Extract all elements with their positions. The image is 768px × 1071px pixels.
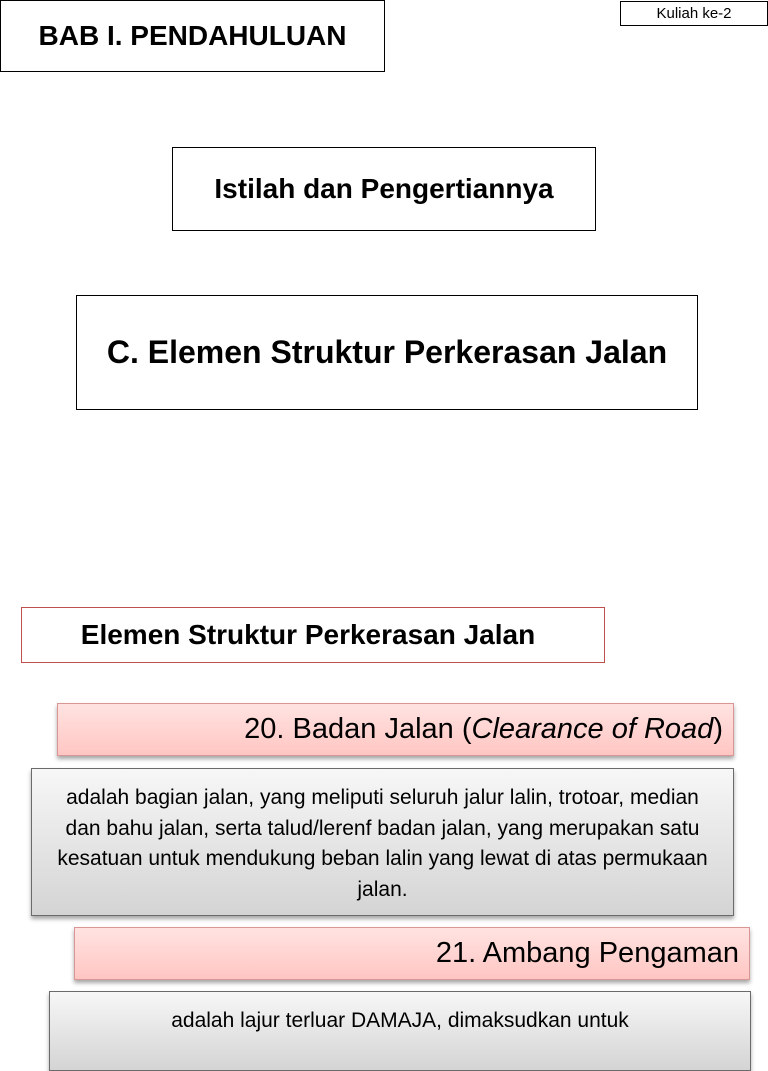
term-20-italic: Clearance of Road bbox=[471, 713, 714, 745]
bab-title-box bbox=[0, 0, 385, 72]
term-21-title-box bbox=[74, 927, 750, 980]
section-title: C. Elemen Struktur Perkerasan Jalan bbox=[106, 334, 668, 370]
term-20-title-box bbox=[57, 703, 734, 756]
term-20-definition: adalah bagian jalan, yang meliputi seluruh jalur lalin, trotoar, median dan bahu jalan, serta talud/lerenf badan jalan, yang merupakan satu kesatuan untuk mendukung beban lalin yang lewat di atas permukaan jalan. bbox=[57, 786, 708, 901]
bab-title: BAB I. PENDAHULUAN bbox=[38, 20, 347, 51]
subtitle-box bbox=[172, 147, 596, 231]
term-20-title bbox=[244, 713, 723, 746]
elemen-heading-box bbox=[21, 607, 605, 663]
subtitle: Istilah dan Pengertiannya bbox=[214, 173, 554, 204]
term-20-suffix: ) bbox=[713, 713, 723, 745]
kuliah-label: Kuliah ke-2 bbox=[656, 5, 732, 22]
term-21-definition-box bbox=[49, 991, 751, 1071]
term-21-prefix: 21. Ambang Pengaman bbox=[435, 937, 739, 969]
term-20-prefix: 20. Badan Jalan ( bbox=[244, 713, 472, 745]
term-20-definition-box bbox=[31, 768, 734, 916]
term-21-title bbox=[436, 937, 739, 970]
section-title-box bbox=[76, 295, 698, 410]
term-21-definition: adalah lajur terluar DAMAJA, dimaksudkan untuk bbox=[171, 1009, 629, 1032]
elemen-heading: Elemen Struktur Perkerasan Jalan bbox=[80, 619, 536, 650]
kuliah-label-box bbox=[620, 1, 768, 26]
